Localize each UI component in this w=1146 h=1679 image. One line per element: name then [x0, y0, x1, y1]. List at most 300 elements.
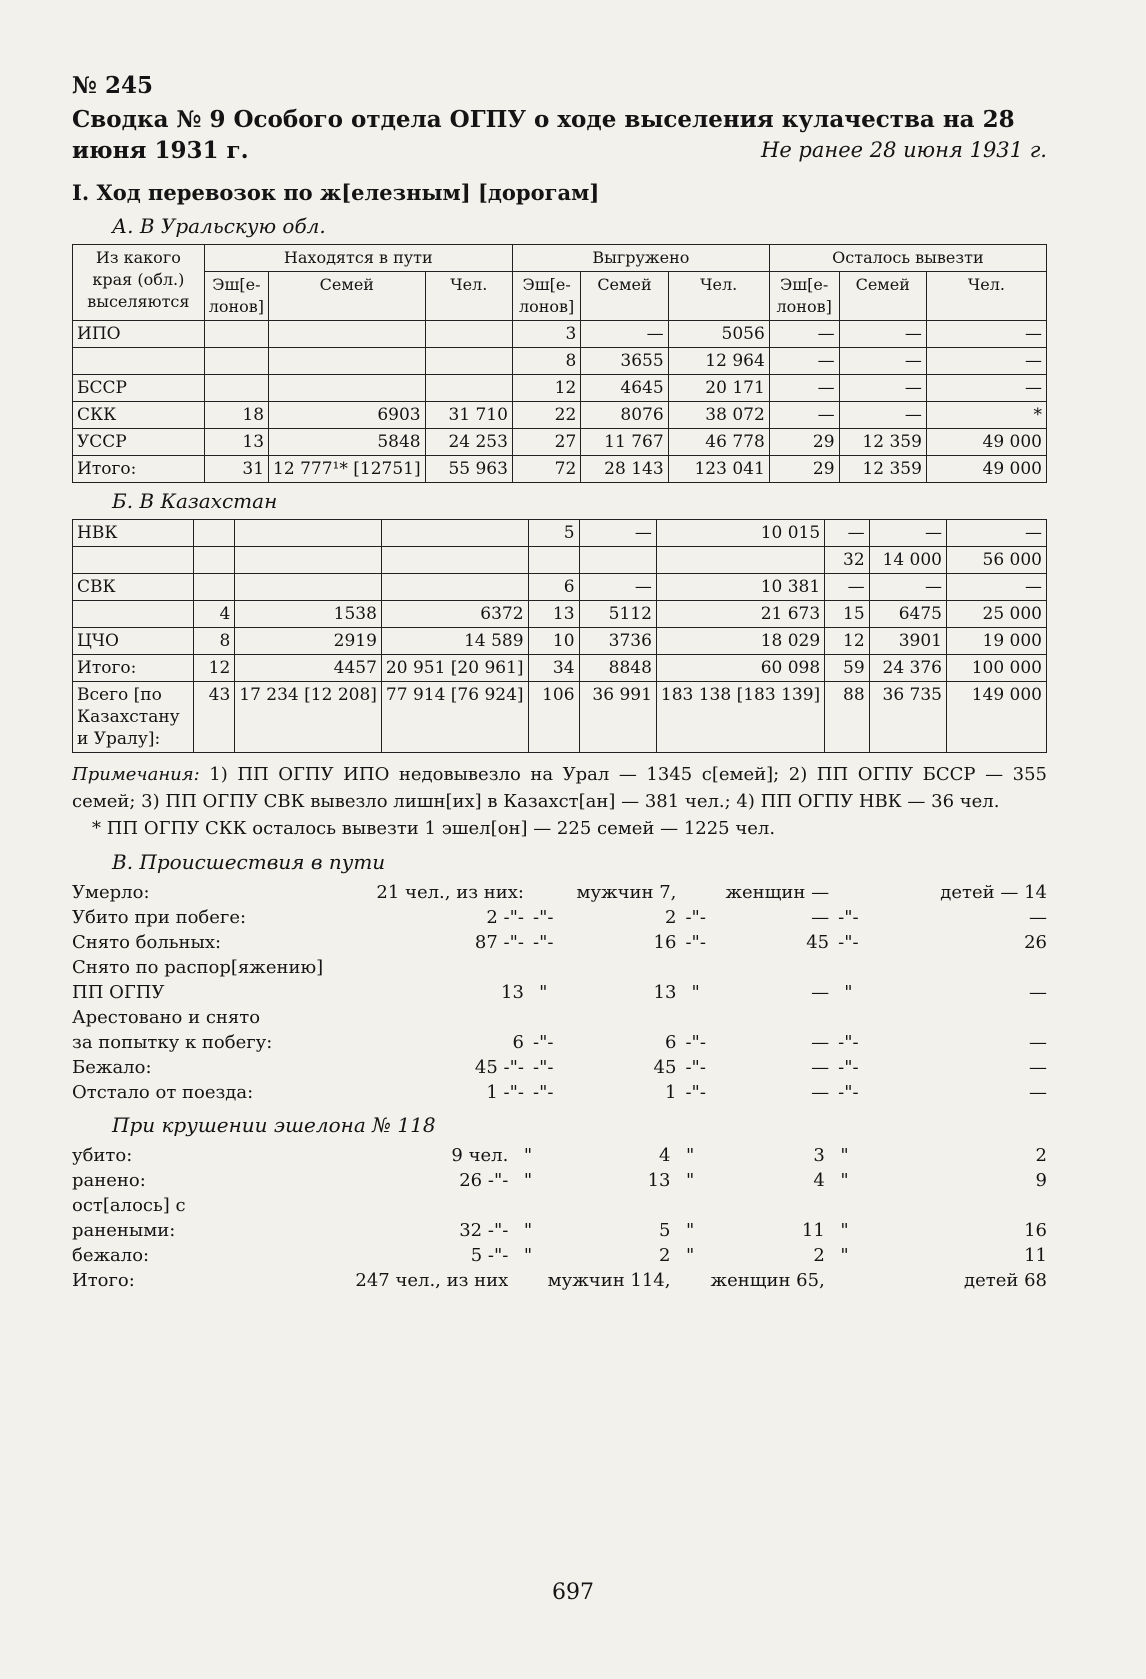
incident-children: [864, 1193, 1047, 1218]
notes-text: 1) ПП ОГПУ ИПО недовывезло на Урал — 1345 с[емей]; 2) ПП ОГПУ БССР — 355 семей; 3) ПП ОГПУ СВК вывезло лишн[их] в Казахст[ан] — 381 чел.; 4) ПП ОГПУ НВК — 36 чел.: [72, 764, 1047, 812]
table-row: [73, 682, 1047, 753]
region-cell: ЦЧО: [73, 628, 194, 655]
table-cell: 49 000: [926, 429, 1046, 456]
incident-total: 5 -"-: [470, 1245, 509, 1266]
incident-women: [715, 955, 829, 980]
table-cell: [381, 520, 528, 547]
incident-children: 26: [1024, 932, 1047, 953]
table-row: [73, 402, 1047, 429]
table-cell: —: [839, 321, 926, 348]
table-cell: 2919: [235, 628, 382, 655]
incident-a: ": [523, 1145, 533, 1166]
incident-a: ": [523, 1170, 533, 1191]
incident-label: за попытку к побегу:: [72, 1032, 273, 1053]
incident-b: ": [686, 1220, 695, 1241]
incident-women: —: [811, 1057, 830, 1078]
header-people: Чел.: [668, 272, 769, 321]
table-cell: 27: [512, 429, 580, 456]
table-cell: [269, 375, 426, 402]
header-region: Из какого края (обл.) выселяются: [73, 245, 205, 321]
table-cell: 72: [512, 456, 580, 483]
incident-men: 45: [653, 1057, 677, 1078]
table-cell: 12 777¹* [12751]: [269, 456, 426, 483]
table-cell: 38 072: [668, 402, 769, 429]
incident-a: ": [539, 982, 548, 1003]
list-item: [72, 1055, 1047, 1080]
header-families: Семей: [269, 272, 426, 321]
incident-men: 1: [664, 1082, 677, 1103]
table-cell: 8: [512, 348, 580, 375]
incident-total: 13: [501, 982, 524, 1003]
table-cell: —: [839, 348, 926, 375]
incident-label: Снято по распор[яжению]: [72, 957, 324, 978]
incident-c: ": [840, 1170, 849, 1191]
incident-label: Убито при побеге:: [72, 907, 247, 928]
incident-children: —: [1029, 982, 1047, 1003]
incident-label: ПП ОГПУ: [72, 982, 165, 1003]
table-cell: 5848: [269, 429, 426, 456]
region-cell: [73, 348, 205, 375]
table-cell: —: [926, 348, 1046, 375]
footnote: * ПП ОГПУ СКК осталось вывезти 1 эшел[он] — 225 семей — 1225 чел.: [92, 818, 776, 839]
incident-children: —: [1029, 1082, 1047, 1103]
table-cell: 24 376: [869, 655, 946, 682]
incident-a: [508, 1193, 547, 1218]
table-row: [73, 547, 1047, 574]
incident-b: ": [686, 1145, 695, 1166]
table-cell: [235, 547, 382, 574]
table-cell: 10 015: [656, 520, 824, 547]
table-cell: 17 234 [12 208]: [235, 682, 382, 753]
incident-total: [304, 1193, 508, 1218]
incident-c: -"-: [838, 907, 859, 928]
table-cell: —: [869, 520, 946, 547]
header-in-transit: Находятся в пути: [204, 245, 512, 272]
region-cell: СКК: [73, 402, 205, 429]
list-item: [72, 1005, 1047, 1030]
table-cell: 21 673: [656, 601, 824, 628]
table-cell: 8076: [581, 402, 668, 429]
incident-b: -"-: [685, 932, 706, 953]
table-cell: 183 138 [183 139]: [656, 682, 824, 753]
incident-women: 2: [813, 1245, 825, 1266]
table-cell: 10: [528, 628, 579, 655]
table-cell: 29: [769, 456, 839, 483]
table-cell: —: [839, 402, 926, 429]
region-cell: [73, 601, 194, 628]
table-cell: 6372: [381, 601, 528, 628]
table-cell: [194, 520, 235, 547]
incident-women: —: [811, 1032, 830, 1053]
incident-c: -"-: [838, 932, 859, 953]
incident-b: [671, 1268, 710, 1293]
table-cell: 5: [528, 520, 579, 547]
incident-total: [323, 955, 524, 980]
list-item: [72, 1168, 1047, 1193]
incident-total: 2 -"-: [486, 907, 524, 928]
table-row: [73, 375, 1047, 402]
incident-total: 1 -"-: [486, 1082, 524, 1103]
incident-total: 9 чел.: [451, 1145, 509, 1166]
header-families: Семей: [581, 272, 668, 321]
incident-children: [868, 955, 1047, 980]
incident-c: ": [840, 1145, 849, 1166]
incident-c: -"-: [838, 1032, 859, 1053]
table-cell: 12: [825, 628, 869, 655]
table-cell: [235, 574, 382, 601]
region-cell: НВК: [73, 520, 194, 547]
table-cell: 3901: [869, 628, 946, 655]
region-cell: УССР: [73, 429, 205, 456]
incident-women: —: [811, 1082, 830, 1103]
table-cell: 43: [194, 682, 235, 753]
table-cell: 14 000: [869, 547, 946, 574]
incident-men: [563, 1005, 677, 1030]
incident-label: убито:: [72, 1145, 133, 1166]
table-cell: 6903: [269, 402, 426, 429]
document-title: Сводка № 9 Особого отдела ОГПУ о ходе выселения кулачества на 28 июня 1931 г.: [72, 106, 1015, 164]
header-families: Семей: [839, 272, 926, 321]
incident-label: Снято больных:: [72, 932, 222, 953]
incident-total: [323, 1005, 524, 1030]
incident-a: [524, 1005, 563, 1030]
incident-b: [676, 1005, 715, 1030]
table-cell: 31: [204, 456, 268, 483]
incident-children: —: [1029, 1032, 1047, 1053]
table-row: [73, 429, 1047, 456]
table-cell: 6: [528, 574, 579, 601]
notes-block: [72, 761, 1047, 815]
table-cell: 31 710: [425, 402, 512, 429]
incident-children: детей — 14: [940, 882, 1047, 903]
incident-children: 9: [1035, 1170, 1047, 1191]
incident-children: детей 68: [964, 1270, 1047, 1291]
table-cell: 19 000: [946, 628, 1046, 655]
incident-children: [868, 1005, 1047, 1030]
table-row: [73, 655, 1047, 682]
table-cell: 24 253: [425, 429, 512, 456]
incident-b: ": [691, 982, 700, 1003]
page-number: 697: [552, 1580, 594, 1605]
incident-b: [676, 955, 715, 980]
incident-label: Умерло:: [72, 882, 150, 903]
list-item: [72, 1080, 1047, 1105]
table-cell: —: [581, 321, 668, 348]
incident-children: 16: [1024, 1220, 1047, 1241]
incident-women: —: [811, 982, 830, 1003]
incident-total: 247 чел., из них: [355, 1270, 509, 1291]
subsection-a-heading: А. В Уральскую обл.: [112, 214, 326, 238]
document-date: Не ранее 28 июня 1931 г.: [761, 138, 1047, 162]
table-cell: [528, 547, 579, 574]
table-cell: 18 029: [656, 628, 824, 655]
table-cell: 1538: [235, 601, 382, 628]
incident-b: [676, 880, 715, 905]
table-cell: 8: [194, 628, 235, 655]
table-cell: 13: [204, 429, 268, 456]
incident-a: ": [523, 1220, 533, 1241]
table-cell: 56 000: [946, 547, 1046, 574]
list-item: [72, 1030, 1047, 1055]
header-unloaded: Выгружено: [512, 245, 769, 272]
incident-c: [825, 1268, 864, 1293]
incident-b: -"-: [685, 907, 706, 928]
table-row: [73, 601, 1047, 628]
incident-a: [524, 955, 563, 980]
list-item: [72, 880, 1047, 905]
table-cell: —: [579, 520, 656, 547]
table-cell: 6475: [869, 601, 946, 628]
incident-men: мужчин 7,: [576, 882, 677, 903]
table-cell: —: [825, 574, 869, 601]
incident-a: [508, 1268, 547, 1293]
table-cell: 100 000: [946, 655, 1046, 682]
region-cell: Итого:: [73, 655, 194, 682]
list-item: [72, 1193, 1047, 1218]
header-trains: Эш[е-лонов]: [512, 272, 580, 321]
list-item: [72, 1243, 1047, 1268]
incident-b: ": [686, 1245, 695, 1266]
table-cell: 10 381: [656, 574, 824, 601]
table-cell: 22: [512, 402, 580, 429]
table-cell: 15: [825, 601, 869, 628]
table-cell: 4645: [581, 375, 668, 402]
incident-women: женщин 65,: [710, 1270, 825, 1291]
incident-men: 5: [659, 1220, 671, 1241]
incident-c: -"-: [838, 1082, 859, 1103]
incident-women: 11: [801, 1220, 825, 1241]
incident-women: —: [811, 907, 830, 928]
table-cell: 59: [825, 655, 869, 682]
list-item: [72, 930, 1047, 955]
table-cell: [425, 321, 512, 348]
incident-total: 87 -"-: [474, 932, 524, 953]
table-cell: 88: [825, 682, 869, 753]
incident-a: -"-: [533, 1082, 554, 1103]
table-cell: 32: [825, 547, 869, 574]
incident-total: 45 -"-: [474, 1057, 524, 1078]
table-cell: [235, 520, 382, 547]
document-number: № 245: [72, 72, 154, 99]
incident-b: -"-: [685, 1057, 706, 1078]
incident-a: -"-: [533, 1032, 554, 1053]
table-cell: 13: [528, 601, 579, 628]
region-cell: ИПО: [73, 321, 205, 348]
incident-women: [715, 1005, 829, 1030]
incident-women: женщин —: [725, 882, 830, 903]
table-cell: —: [769, 348, 839, 375]
region-cell: [73, 547, 194, 574]
header-remaining: Осталось вывезти: [769, 245, 1046, 272]
incident-b: -"-: [685, 1032, 706, 1053]
table-cell: —: [825, 520, 869, 547]
list-item: [72, 1218, 1047, 1243]
incident-men: 13: [647, 1170, 671, 1191]
incident-c: [829, 880, 868, 905]
incident-label: Отстало от поезда:: [72, 1082, 254, 1103]
incident-a: -"-: [533, 907, 554, 928]
table-cell: 36 991: [579, 682, 656, 753]
list-item: [72, 1143, 1047, 1168]
header-trains: Эш[е-лонов]: [204, 272, 268, 321]
table-cell: 5056: [668, 321, 769, 348]
table-cell: 3: [512, 321, 580, 348]
incident-label: Арестовано и снято: [72, 1007, 261, 1028]
table-cell: —: [946, 520, 1046, 547]
incident-b: ": [686, 1170, 695, 1191]
table-cell: —: [579, 574, 656, 601]
incident-c: ": [840, 1245, 849, 1266]
incident-men: [548, 1193, 671, 1218]
table-cell: 4457: [235, 655, 382, 682]
header-trains: Эш[е-лонов]: [769, 272, 839, 321]
table-cell: [579, 547, 656, 574]
table-cell: 12 964: [668, 348, 769, 375]
incident-c: ": [840, 1220, 849, 1241]
table-cell: 18: [204, 402, 268, 429]
ural-transport-table: [72, 244, 1047, 483]
list-item: [72, 980, 1047, 1005]
table-cell: 12: [512, 375, 580, 402]
incident-men: 4: [659, 1145, 671, 1166]
incident-total: 21 чел., из них:: [376, 882, 524, 903]
table-cell: 106: [528, 682, 579, 753]
table-cell: —: [946, 574, 1046, 601]
incident-b: [671, 1193, 710, 1218]
table-cell: [194, 574, 235, 601]
incident-women: [710, 1193, 825, 1218]
incident-total: 26 -"-: [459, 1170, 509, 1191]
table-cell: —: [769, 402, 839, 429]
table-cell: 28 143: [581, 456, 668, 483]
table-cell: [204, 375, 268, 402]
incident-label: ост[алось] с: [72, 1195, 186, 1216]
incident-a: -"-: [533, 932, 554, 953]
table-cell: [656, 547, 824, 574]
incident-total: 6: [512, 1032, 524, 1053]
table-cell: *: [926, 402, 1046, 429]
incident-children: —: [1029, 1057, 1047, 1078]
table-cell: 25 000: [946, 601, 1046, 628]
table-row: [73, 628, 1047, 655]
incident-c: [829, 1005, 868, 1030]
table-cell: 3736: [579, 628, 656, 655]
incident-children: 2: [1035, 1145, 1047, 1166]
table-cell: 8848: [579, 655, 656, 682]
incident-c: [825, 1193, 864, 1218]
table-cell: 123 041: [668, 456, 769, 483]
header-people: Чел.: [926, 272, 1046, 321]
table-cell: 14 589: [381, 628, 528, 655]
table-cell: 3655: [581, 348, 668, 375]
region-cell: БССР: [73, 375, 205, 402]
incident-men: мужчин 114,: [547, 1270, 671, 1291]
crash-list: [72, 1143, 1047, 1293]
table-cell: 12 359: [839, 429, 926, 456]
table-cell: 11 767: [581, 429, 668, 456]
subsection-b-heading: Б. В Казахстан: [112, 489, 278, 513]
table-cell: —: [839, 375, 926, 402]
table-cell: —: [869, 574, 946, 601]
incident-b: -"-: [685, 1082, 706, 1103]
incident-label: Бежало:: [72, 1057, 152, 1078]
incident-men: 6: [664, 1032, 677, 1053]
table-cell: [204, 321, 268, 348]
list-item: [72, 955, 1047, 980]
incident-men: 2: [659, 1245, 671, 1266]
incident-a: -"-: [533, 1057, 554, 1078]
table-cell: 49 000: [926, 456, 1046, 483]
table-cell: 4: [194, 601, 235, 628]
incident-a: ": [523, 1245, 533, 1266]
table-cell: 20 171: [668, 375, 769, 402]
notes-label: Примечания:: [72, 764, 200, 785]
list-item: [72, 905, 1047, 930]
table-cell: [425, 348, 512, 375]
table-row: [73, 574, 1047, 601]
incident-label: ранеными:: [72, 1220, 176, 1241]
table-cell: 77 914 [76 924]: [381, 682, 528, 753]
incident-c: ": [844, 982, 853, 1003]
incident-label: бежало:: [72, 1245, 150, 1266]
incidents-list: [72, 880, 1047, 1105]
incident-total: 32 -"-: [459, 1220, 509, 1241]
table-cell: 36 735: [869, 682, 946, 753]
incident-women: 3: [813, 1145, 825, 1166]
subsection-v-heading: В. Происшествия в пути: [112, 850, 386, 874]
document-page: [72, 72, 1047, 1293]
table-row: [73, 520, 1047, 547]
table-row: [73, 456, 1047, 483]
incident-children: 11: [1024, 1245, 1047, 1266]
table-cell: —: [769, 375, 839, 402]
incident-men: [563, 955, 677, 980]
incident-label: Итого:: [72, 1270, 135, 1291]
table-cell: [381, 574, 528, 601]
incident-children: —: [1029, 907, 1047, 928]
incident-a: [524, 880, 563, 905]
table-cell: 20 951 [20 961]: [381, 655, 528, 682]
region-cell: Всего [по Казахстану и Уралу]:: [73, 682, 194, 753]
kazakhstan-transport-table: [72, 519, 1047, 753]
table-cell: 149 000: [946, 682, 1046, 753]
table-cell: 55 963: [425, 456, 512, 483]
incident-men: 13: [653, 982, 677, 1003]
table-cell: [269, 321, 426, 348]
table-cell: 29: [769, 429, 839, 456]
header-people: Чел.: [425, 272, 512, 321]
crash-heading: При крушении эшелона № 118: [112, 1113, 436, 1137]
list-item: [72, 1268, 1047, 1293]
region-cell: СВК: [73, 574, 194, 601]
incident-c: [829, 955, 868, 980]
table-cell: [269, 348, 426, 375]
table-cell: [381, 547, 528, 574]
table-row: [73, 321, 1047, 348]
incident-women: 4: [813, 1170, 825, 1191]
table-cell: 60 098: [656, 655, 824, 682]
incident-c: -"-: [838, 1057, 859, 1078]
table-cell: 12: [194, 655, 235, 682]
incident-men: 16: [653, 932, 677, 953]
table-cell: —: [926, 321, 1046, 348]
region-cell: Итого:: [73, 456, 205, 483]
table-cell: [425, 375, 512, 402]
incident-women: 45: [806, 932, 830, 953]
table-cell: [194, 547, 235, 574]
incident-men: 2: [664, 907, 677, 928]
table-cell: —: [769, 321, 839, 348]
